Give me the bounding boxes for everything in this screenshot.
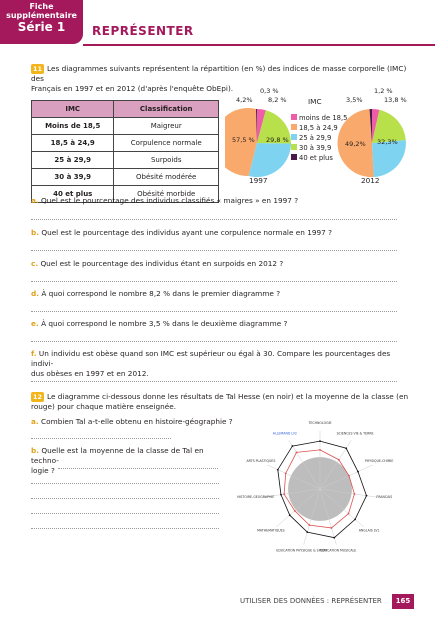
- imc-table: [31, 100, 219, 203]
- imc-cell: 30 à 39,9: [32, 169, 114, 186]
- legend-swatch: [291, 114, 297, 120]
- class-average-line-point: [319, 449, 321, 451]
- question-text: Quel est le pourcentage des individus classifiés « maigres » en 1997 ?: [41, 196, 299, 205]
- imc-col-header: IMC: [32, 101, 114, 118]
- answer-line[interactable]: [31, 381, 397, 382]
- class-average-line-point: [283, 493, 285, 495]
- class-average-line-point: [294, 510, 296, 512]
- pie1997-label: 0,3 %: [260, 87, 279, 95]
- pie2012-label: 32,3%: [377, 138, 398, 146]
- pie2012-label: 1,2 %: [374, 87, 393, 95]
- pie2012-label: 49,2%: [345, 140, 366, 148]
- ex12-question-a: [31, 417, 233, 427]
- legend-item: [291, 143, 347, 153]
- tal-score-line-point: [345, 447, 347, 449]
- ex12-question-b: [31, 446, 231, 476]
- pie2012-year: 2012: [361, 176, 380, 185]
- imc-cell: 40 et plus: [32, 186, 114, 203]
- tal-score-line-point: [319, 440, 321, 442]
- question-text: À quoi correspond le nombre 3,5 % dans le deuxième diagramme ?: [41, 319, 288, 328]
- question-letter: e.: [31, 319, 39, 328]
- footer-text: UTILISER DES DONNÉES : REPRÉSENTER: [240, 597, 382, 605]
- answer-line[interactable]: [31, 528, 219, 529]
- pie2012-label: 13,8 %: [384, 96, 407, 104]
- class-cell: Obésité morbide: [114, 186, 219, 203]
- radar-chart: [226, 413, 414, 563]
- question-letter: a.: [31, 196, 39, 205]
- class-cell: Corpulence normale: [114, 135, 219, 152]
- page-number: 165: [392, 594, 414, 609]
- tal-score-line-point: [366, 495, 368, 497]
- legend-swatch: [291, 124, 297, 130]
- legend-swatch: [291, 154, 297, 160]
- question-f: [31, 349, 411, 379]
- legend-label: moins de 18,5: [299, 114, 348, 122]
- answer-line[interactable]: [31, 281, 397, 282]
- imc-cell: Moins de 18,5: [32, 118, 114, 135]
- answer-line[interactable]: [31, 219, 397, 220]
- pie1997-label: 8,2 %: [268, 96, 287, 104]
- class-average-line-point: [285, 472, 287, 474]
- question-text: À quoi correspond le nombre 8,2 % dans le premier diagramme ?: [41, 289, 281, 298]
- radar-subject-label: PHYSIQUE-CHIMIE: [364, 459, 394, 464]
- ex12-intro-line2: rouge) pour chaque matière enseignée.: [31, 402, 177, 411]
- tab-line3: Série 1: [17, 20, 66, 34]
- ex12-intro: [31, 392, 411, 412]
- question-text: dus obèses en 1997 et en 2012.: [31, 369, 149, 378]
- legend-item: [291, 133, 347, 143]
- question-text: Quelle est la moyenne de la classe de Tal en techno-: [31, 446, 204, 465]
- radar-subject-label: SCIENCES VIE & TERRE: [336, 431, 374, 436]
- tal-score-line-point: [333, 537, 335, 539]
- table-row: [32, 135, 219, 152]
- imc-cell: 18,5 à 24,9: [32, 135, 114, 152]
- tal-score-line-point: [292, 445, 294, 447]
- question-b: [31, 228, 332, 238]
- answer-line[interactable]: [58, 468, 218, 469]
- ex11-intro-line1: Les diagrammes suivants représentent la répartition (en %) des indices de masse corporelle (IMC) des: [31, 64, 407, 83]
- question-letter: a.: [31, 417, 39, 426]
- question-text: Combien Tal a-t-elle obtenu en histoire-géographie ?: [41, 417, 233, 426]
- tab-line2: supplémentaire: [6, 11, 77, 20]
- answer-line[interactable]: [31, 311, 397, 312]
- tal-score-line-point: [357, 471, 359, 473]
- class-average-line-point: [348, 475, 350, 477]
- answer-line[interactable]: [31, 483, 219, 484]
- pie1997-year: 1997: [249, 176, 268, 185]
- answer-line[interactable]: [31, 513, 219, 514]
- question-letter: b.: [31, 228, 39, 237]
- question-letter: d.: [31, 289, 39, 298]
- tab-line1: Fiche: [29, 2, 54, 11]
- question-text: logie ?: [31, 466, 55, 475]
- radar-subject-label: TECHNOLOGIE: [308, 421, 332, 426]
- table-row: [32, 169, 219, 186]
- question-letter: c.: [31, 259, 39, 268]
- tal-score-line-point: [277, 469, 279, 471]
- class-average-line-point: [296, 452, 298, 454]
- pie1997-label: 4,2%: [236, 96, 253, 104]
- radar-subject-label: HISTOIRE-GEOGRAPHIE: [237, 495, 275, 500]
- class-average-line-point: [348, 513, 350, 515]
- question-a: [31, 196, 298, 206]
- ex12-intro-line1: Le diagramme ci-dessous donne les résultats de Tal Hesse (en noir) et la moyenne de la classe (en: [47, 392, 409, 401]
- question-text: Quel est le pourcentage des individus ayant une corpulence normale en 1997 ?: [41, 228, 332, 237]
- class-average-line-point: [338, 459, 340, 461]
- question-text: Un individu est obèse quand son IMC est supérieur ou égal à 30. Compare les pourcentages des indivi-: [31, 349, 391, 368]
- imc-cell: 25 à 29,9: [32, 152, 114, 169]
- question-letter: b.: [31, 446, 39, 455]
- imc-table-header: [32, 101, 219, 118]
- ex11-intro-line2: Français en 1997 et en 2012 (d'après l'enquête ObEpi).: [31, 84, 234, 93]
- tal-score-line-point: [306, 531, 308, 533]
- question-e: [31, 319, 287, 329]
- header-tab: [0, 0, 83, 44]
- tal-score-line-point: [289, 514, 291, 516]
- class-average-line-point: [354, 493, 356, 495]
- class-average-line-point: [331, 527, 333, 529]
- question-letter: f.: [31, 349, 37, 358]
- legend-swatch: [291, 134, 297, 140]
- pie1997-label: 57,5 %: [232, 136, 255, 144]
- ex11-number: 11: [33, 65, 43, 73]
- table-row: [32, 118, 219, 135]
- legend-title: IMC: [308, 97, 322, 106]
- radar-subject-label: EDUCATION MUSICALE: [320, 548, 357, 553]
- ex12-number: 12: [33, 393, 43, 401]
- pie1997-label: 29,8 %: [266, 136, 289, 144]
- radar-subject-label: ANGLAIS LV1: [358, 528, 380, 533]
- radar-subject-label: ALLEMAND LV2: [272, 431, 297, 436]
- pie-legend: [291, 113, 347, 163]
- legend-item: [291, 113, 347, 123]
- legend-item: [291, 123, 347, 133]
- class-cell: Obésité modérée: [114, 169, 219, 186]
- class-cell: Surpoids: [114, 152, 219, 169]
- legend-swatch: [291, 144, 297, 150]
- pie2012-label: 3,5%: [346, 96, 363, 104]
- radar-subject-label: MATHEMATIQUES: [257, 528, 285, 533]
- legend-label: 25 à 29,9: [299, 134, 332, 142]
- legend-label: 40 et plus: [299, 154, 333, 162]
- class-col-header: Classification: [114, 101, 219, 118]
- answer-line[interactable]: [31, 250, 397, 251]
- question-c: [31, 259, 283, 269]
- table-row: [32, 152, 219, 169]
- radar-subject-label: ARTS PLASTIQUES: [246, 459, 276, 464]
- legend-item: [291, 153, 347, 163]
- radar-subject-label: EDUCATION PHYSIQUE & SPORT: [276, 548, 328, 553]
- page-title: REPRÉSENTER: [92, 24, 194, 38]
- question-text: Quel est le pourcentage des individus étant en surpoids en 2012 ?: [40, 259, 284, 268]
- answer-line[interactable]: [31, 341, 397, 342]
- tal-score-line-point: [354, 518, 356, 520]
- legend-label: 18,5 à 24,9: [299, 124, 338, 132]
- answer-line[interactable]: [31, 498, 219, 499]
- class-average-line-point: [308, 524, 310, 526]
- class-cell: Maigreur: [114, 118, 219, 135]
- question-d: [31, 289, 280, 299]
- header-rule: [83, 44, 435, 46]
- legend-label: 30 à 39,9: [299, 144, 332, 152]
- answer-line[interactable]: [31, 438, 171, 439]
- radar-subject-label: FRANCAIS: [376, 495, 393, 500]
- tal-score-line-point: [280, 494, 282, 496]
